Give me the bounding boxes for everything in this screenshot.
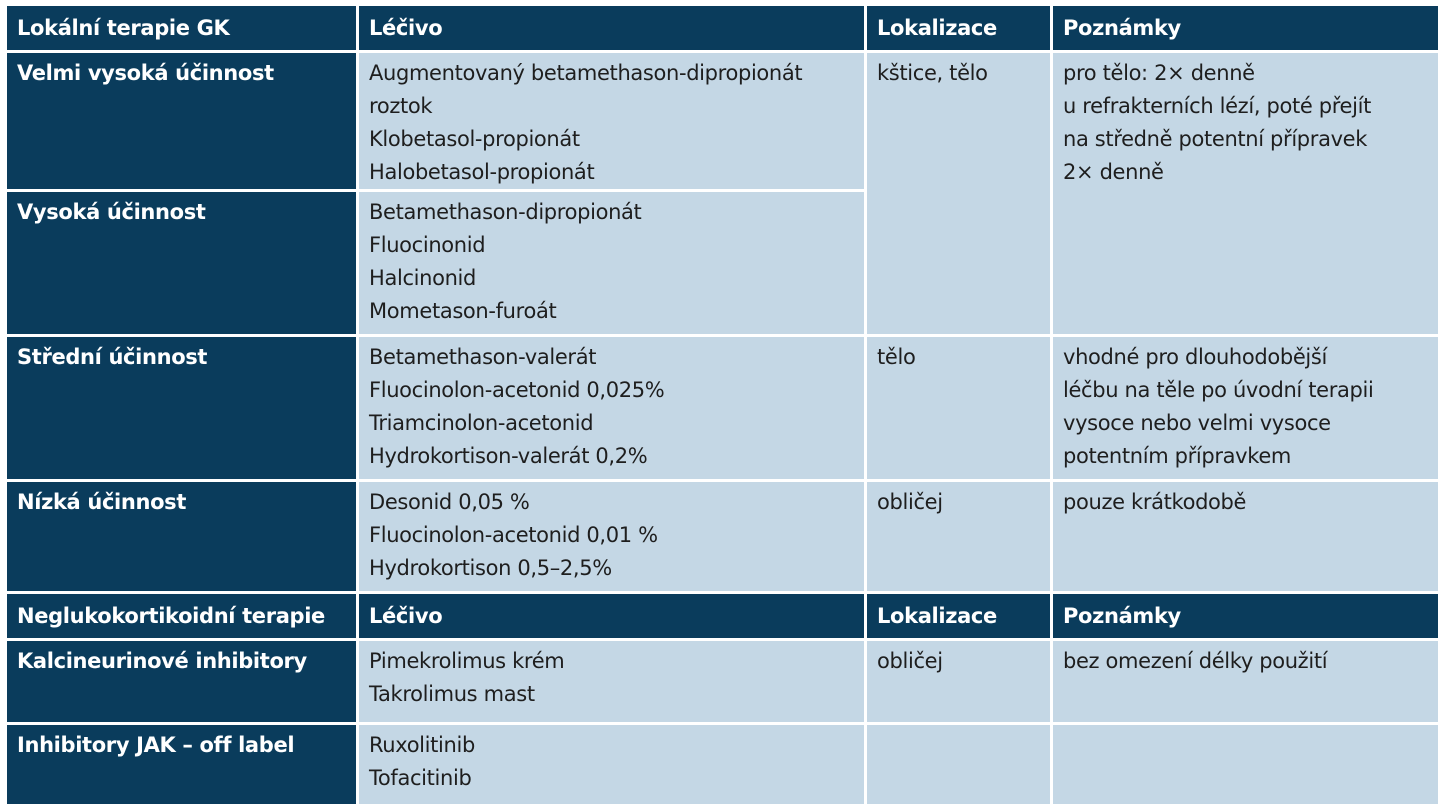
note-line: potentním přípravkem	[1063, 444, 1291, 468]
table-header-glucocorticoid	[6, 5, 1440, 52]
drug-line: Halobetasol-propionát	[369, 160, 595, 184]
header-location: Lokalizace	[866, 5, 1052, 52]
header-notes: Poznámky	[1052, 593, 1440, 640]
drug-cell	[358, 640, 866, 724]
category-cell: Kalcineurinové inhibitory	[6, 640, 358, 724]
table-row	[6, 336, 1440, 481]
drug-line: Hydrokortison 0,5–2,5%	[369, 556, 612, 580]
category-cell: Inhibitory JAK – off label	[6, 724, 358, 806]
note-line: u refrakterních lézí, poté přejít	[1063, 94, 1371, 118]
notes-cell	[1052, 640, 1440, 724]
category-cell: Vysoká účinnost	[6, 191, 358, 336]
table-row	[6, 724, 1440, 806]
table-row	[6, 640, 1440, 724]
header-drug: Léčivo	[358, 593, 866, 640]
notes-cell	[1052, 336, 1440, 481]
drug-line: Fluocinolon-acetonid 0,01 %	[369, 523, 658, 547]
drug-line: Ruxolitinib	[369, 733, 475, 757]
note-line: vysoce nebo velmi vysoce	[1063, 411, 1331, 435]
drug-line: Betamethason-valerát	[369, 345, 597, 369]
note-line: pro tělo: 2× denně	[1063, 61, 1255, 85]
category-cell: Velmi vysoká účinnost	[6, 52, 358, 191]
category-cell: Nízká účinnost	[6, 481, 358, 593]
note-line: na středně potentní přípravek	[1063, 127, 1368, 151]
drug-cell	[358, 724, 866, 806]
table-row	[6, 52, 1440, 191]
drug-cell	[358, 481, 866, 593]
drug-line: Triamcinolon-acetonid	[369, 411, 594, 435]
header-category: Neglukokortikoidní terapie	[6, 593, 358, 640]
drug-cell	[358, 52, 866, 191]
drug-line: roztok	[369, 94, 433, 118]
location-cell	[866, 724, 1052, 806]
notes-cell	[1052, 724, 1440, 806]
note-line: 2× denně	[1063, 160, 1164, 184]
drug-line: Fluocinolon-acetonid 0,025%	[369, 378, 665, 402]
table-row	[6, 481, 1440, 593]
drug-cell	[358, 191, 866, 336]
drug-line: Halcinonid	[369, 266, 477, 290]
drug-line: Tofacitinib	[369, 766, 472, 790]
note-line: vhodné pro dlouhodobější	[1063, 345, 1327, 369]
notes-cell	[1052, 52, 1440, 336]
notes-cell	[1052, 481, 1440, 593]
location-cell: obličej	[866, 640, 1052, 724]
header-category: Lokální terapie GK	[6, 5, 358, 52]
location-cell: kštice, tělo	[866, 52, 1052, 336]
header-location: Lokalizace	[866, 593, 1052, 640]
drug-line: Hydrokortison-valerát 0,2%	[369, 444, 648, 468]
drug-line: Takrolimus mast	[369, 682, 535, 706]
note-line: léčbu na těle po úvodní terapii	[1063, 378, 1374, 402]
location-cell: obličej	[866, 481, 1052, 593]
note-line: bez omezení délky použití	[1063, 649, 1328, 673]
header-drug: Léčivo	[358, 5, 866, 52]
location-cell: tělo	[866, 336, 1052, 481]
note-line: pouze krátkodobě	[1063, 490, 1247, 514]
drug-cell	[358, 336, 866, 481]
drug-line: Betamethason-dipropionát	[369, 200, 642, 224]
therapy-table	[4, 3, 1441, 807]
drug-line: Desonid 0,05 %	[369, 490, 530, 514]
drug-line: Klobetasol-propionát	[369, 127, 580, 151]
table-header-nonglucocorticoid	[6, 593, 1440, 640]
category-cell: Střední účinnost	[6, 336, 358, 481]
drug-line: Pimekrolimus krém	[369, 649, 565, 673]
drug-line: Fluocinonid	[369, 233, 486, 257]
drug-line: Mometason-furoát	[369, 299, 557, 323]
header-notes: Poznámky	[1052, 5, 1440, 52]
drug-line: Augmentovaný betamethason-dipropionát	[369, 61, 803, 85]
